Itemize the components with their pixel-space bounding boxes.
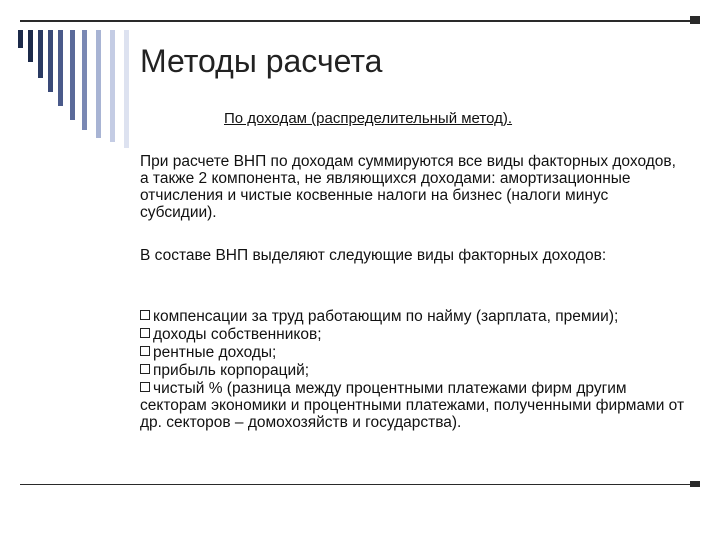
slide-subtitle: По доходам (распределительный метод). bbox=[224, 110, 513, 127]
bar-2 bbox=[28, 30, 33, 62]
list-item: доходы собственников; bbox=[140, 326, 685, 343]
bottom-rule bbox=[20, 484, 700, 485]
list-item: чистый % (разница между процентными платежами фирм другим секторам экономики и процентными платежами, полученными фирмами от др. секторов – домохозяйств и государства). bbox=[140, 380, 685, 431]
bar-6 bbox=[70, 30, 75, 120]
paragraph-income-method: При расчете ВНП по доходам суммируются все виды факторных доходов, а также 2 компонента, не являющихся доходами: амортизационные отчисления и чистые косвенные налоги на бизнес (налоги минус субсидии). bbox=[140, 153, 676, 221]
bar-4 bbox=[48, 30, 53, 92]
square-bullet-icon bbox=[140, 346, 150, 356]
bottom-rule-end-marker bbox=[690, 481, 700, 487]
list-item: рентные доходы; bbox=[140, 344, 685, 361]
decorative-bars bbox=[16, 30, 136, 170]
list-item: прибыль корпораций; bbox=[140, 362, 685, 379]
bar-8 bbox=[96, 30, 101, 138]
top-rule-end-marker bbox=[690, 16, 700, 24]
bar-7 bbox=[82, 30, 87, 130]
factor-income-list bbox=[140, 308, 685, 432]
top-rule bbox=[20, 20, 700, 22]
paragraph-factor-incomes: В составе ВНП выделяют следующие виды факторных доходов: bbox=[140, 247, 607, 264]
bar-9 bbox=[110, 30, 115, 142]
bar-1 bbox=[18, 30, 23, 48]
square-bullet-icon bbox=[140, 328, 150, 338]
bar-10 bbox=[124, 30, 129, 148]
square-bullet-icon bbox=[140, 364, 150, 374]
bar-5 bbox=[58, 30, 63, 106]
slide-title: Методы расчета bbox=[140, 43, 383, 79]
list-item: компенсации за труд работающим по найму (зарплата, премии); bbox=[140, 308, 685, 325]
square-bullet-icon bbox=[140, 382, 150, 392]
bar-3 bbox=[38, 30, 43, 78]
square-bullet-icon bbox=[140, 310, 150, 320]
